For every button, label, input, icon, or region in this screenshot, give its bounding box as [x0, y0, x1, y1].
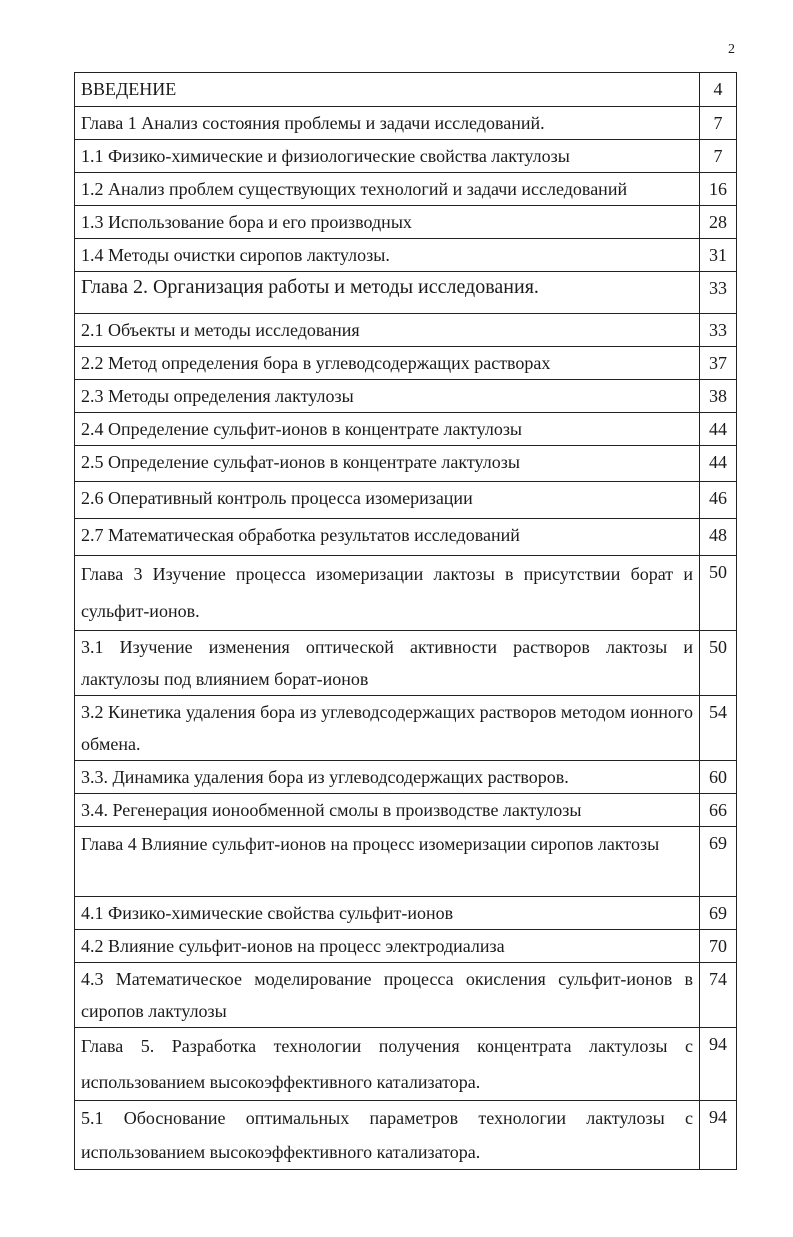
toc-row [75, 631, 737, 696]
toc-page: 60 [700, 761, 737, 794]
toc-title: Глава 3 Изучение процесса изомеризации лактозы в присутствии борат и сульфит-ионов. [75, 556, 700, 631]
toc-row [75, 173, 737, 206]
toc-page: 54 [700, 696, 737, 761]
toc-row [75, 239, 737, 272]
toc-row [75, 482, 737, 519]
toc-row [75, 140, 737, 173]
toc-row [75, 1101, 737, 1170]
toc-title: 1.4 Методы очистки сиропов лактулозы. [75, 239, 700, 272]
toc-title: 1.3 Использование бора и его производных [75, 206, 700, 239]
toc-row [75, 73, 737, 107]
toc-row [75, 696, 737, 761]
toc-row [75, 446, 737, 482]
toc-page: 70 [700, 930, 737, 963]
toc-page: 94 [700, 1028, 737, 1101]
toc-page: 48 [700, 519, 737, 556]
toc-page: 50 [700, 631, 737, 696]
toc-title: 1.2 Анализ проблем существующих технологий и задачи исследований [75, 173, 700, 206]
toc-row [75, 519, 737, 556]
toc-row [75, 930, 737, 963]
toc-title: 3.1 Изучение изменения оптической активности растворов лактозы и лактулозы под влиянием борат-ионов [75, 631, 700, 696]
toc-title: Глава 5. Разработка технологии получения концентрата лактулозы с использованием высокоэффективного катализатора. [75, 1028, 700, 1101]
toc-row [75, 1028, 737, 1101]
toc-title: 3.2 Кинетика удаления бора из углеводсодержащих растворов методом ионного обмена. [75, 696, 700, 761]
toc-title: 2.7 Математическая обработка результатов исследований [75, 519, 700, 556]
toc-page: 94 [700, 1101, 737, 1170]
toc-title: 3.3. Динамика удаления бора из углеводсодержащих растворов. [75, 761, 700, 794]
toc-row [75, 794, 737, 827]
toc-title: ВВЕДЕНИЕ [75, 73, 700, 107]
toc-page: 37 [700, 347, 737, 380]
toc-page: 69 [700, 897, 737, 930]
toc-page: 46 [700, 482, 737, 519]
toc-title: 2.4 Определение сульфит-ионов в концентрате лактулозы [75, 413, 700, 446]
toc-page: 16 [700, 173, 737, 206]
toc-title: 4.2 Влияние сульфит-ионов на процесс электродиализа [75, 930, 700, 963]
toc-page: 38 [700, 380, 737, 413]
toc-page: 66 [700, 794, 737, 827]
toc-row [75, 272, 737, 314]
toc-title: 4.1 Физико-химические свойства сульфит-ионов [75, 897, 700, 930]
toc-row [75, 556, 737, 631]
toc-page: 33 [700, 272, 737, 314]
toc-title: 2.6 Оперативный контроль процесса изомеризации [75, 482, 700, 519]
toc-page: 44 [700, 446, 737, 482]
toc-title: 2.1 Объекты и методы исследования [75, 314, 700, 347]
toc-page: 28 [700, 206, 737, 239]
toc-title: 3.4. Регенерация ионообменной смолы в производстве лактулозы [75, 794, 700, 827]
toc-title: 1.1 Физико-химические и физиологические свойства лактулозы [75, 140, 700, 173]
toc-page: 74 [700, 963, 737, 1028]
toc-page: 7 [700, 107, 737, 140]
toc-row [75, 963, 737, 1028]
toc-row [75, 314, 737, 347]
toc-row [75, 827, 737, 897]
toc-page: 44 [700, 413, 737, 446]
toc-row [75, 761, 737, 794]
toc-page: 50 [700, 556, 737, 631]
toc-page: 69 [700, 827, 737, 897]
toc-title: Глава 1 Анализ состояния проблемы и задачи исследований. [75, 107, 700, 140]
toc-page: 33 [700, 314, 737, 347]
toc-title: 2.3 Методы определения лактулозы [75, 380, 700, 413]
toc-row [75, 347, 737, 380]
toc-title: 5.1 Обоснование оптимальных параметров технологии лактулозы с использованием высокоэффективного катализатора. [75, 1101, 700, 1170]
toc-row [75, 380, 737, 413]
page-number: 2 [728, 42, 735, 57]
toc-row [75, 413, 737, 446]
table-of-contents [74, 72, 737, 1170]
toc-title: 2.2 Метод определения бора в углеводсодержащих растворах [75, 347, 700, 380]
toc-title: Глава 2. Организация работы и методы исследования. [75, 272, 700, 314]
toc-title: 2.5 Определение сульфат-ионов в концентрате лактулозы [75, 446, 700, 482]
toc-page: 4 [700, 73, 737, 107]
toc-page: 7 [700, 140, 737, 173]
toc-row [75, 897, 737, 930]
toc-row [75, 107, 737, 140]
toc-row [75, 206, 737, 239]
toc-title: 4.3 Математическое моделирование процесса окисления сульфит-ионов в сиропов лактулозы [75, 963, 700, 1028]
toc-title: Глава 4 Влияние сульфит-ионов на процесс изомеризации сиропов лактозы [75, 827, 700, 897]
toc-page: 31 [700, 239, 737, 272]
